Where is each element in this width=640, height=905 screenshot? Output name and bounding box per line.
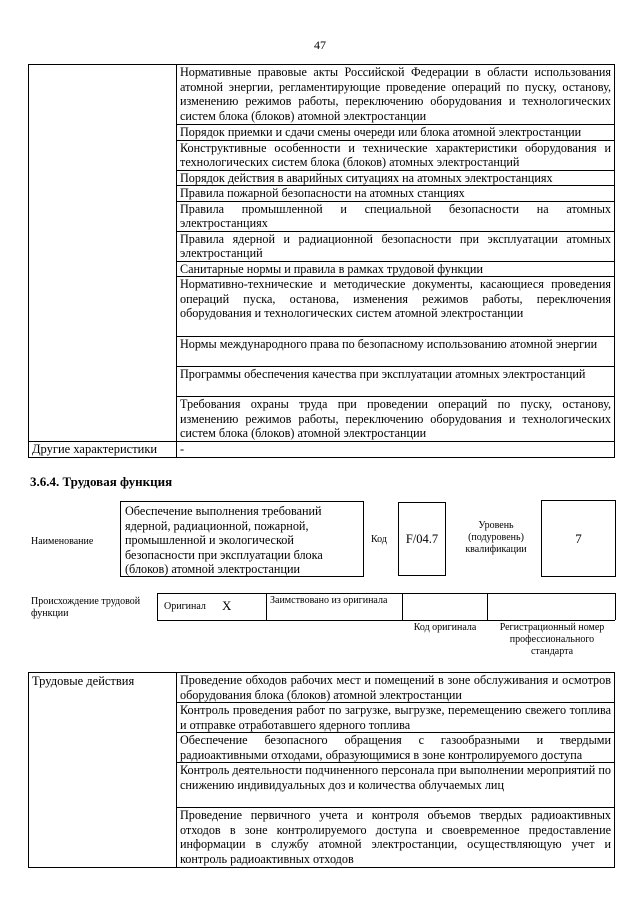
origin-divider-3 — [402, 593, 403, 620]
knowledge-item: Порядок приемки и сдачи смены очереди или блока атомной электростанции — [177, 125, 615, 141]
knowledge-item: Конструктивные особенности и технические характеристики оборудования и технологических систем блока (блоков) атомных электростанций — [177, 140, 615, 170]
original-mark: X — [222, 598, 232, 613]
knowledge-item: Санитарные нормы и правила в рамках трудовой функции — [177, 261, 615, 277]
qualification-level-label: Уровень (подуровень) квалификации — [465, 520, 527, 555]
name-label: Наименование — [31, 536, 94, 547]
qualification-level-value: 7 — [575, 531, 582, 546]
origin-bottom-line — [157, 620, 615, 621]
labour-action-item: Проведение первичного учета и контроля объемов твердых радиоактивных отходов в зоне контролируемого доступа и своевременное предоставление информации в службу атомной электростанции, осуществляющую учет и контроль радиоактивных отходов — [177, 808, 615, 868]
knowledge-item: Порядок действия в аварийных ситуациях на атомных электростанциях — [177, 170, 615, 186]
labour-action-item: Контроль деятельности подчиненного персонала при выполнении мероприятий по снижению индивидуальных доз и количества облучаемых лиц — [177, 763, 615, 808]
origin-top-line — [157, 593, 615, 594]
other-characteristics-value: - — [177, 442, 615, 458]
other-characteristics-label: Другие характеристики — [29, 442, 177, 458]
origin-divider-4 — [487, 593, 488, 620]
code-original-label: Код оригинала — [413, 622, 477, 633]
knowledge-label-cell — [29, 65, 177, 442]
origin-divider-2 — [266, 593, 267, 620]
knowledge-item: Нормы международного права по безопасному использованию атомной энергии — [177, 337, 615, 367]
knowledge-item: Правила пожарной безопасности на атомных станциях — [177, 186, 615, 202]
origin-divider-1 — [157, 593, 158, 620]
section-heading: 3.6.4. Трудовая функция — [30, 474, 173, 489]
knowledge-item: Программы обеспечения качества при эксплуатации атомных электростанций — [177, 367, 615, 397]
reg-number-label: Регистрационный номер профессионального стандарта — [499, 622, 605, 657]
labour-action-item: Обеспечение безопасного обращения с газообразными и твердыми радиоактивными отходами, образующимися в зоне контролируемого доступа — [177, 733, 615, 763]
original-label: Оригинал — [164, 601, 206, 612]
labour-action-item: Проведение обходов рабочих мест и помещений в зоне обслуживания и осмотров оборудования блока (блоков) атомной электростанции — [177, 673, 615, 703]
page-number: 47 — [314, 38, 326, 52]
labour-action-item: Контроль проведения работ по загрузке, выгрузке, перемещению свежего топлива и отправке отработавшего ядерного топлива — [177, 703, 615, 733]
knowledge-item: Нормативные правовые акты Российской Федерации в области использования атомной энергии, регламентирующие проведение операций по пуску, останову, изменению режимов работы, переключению оборудования и технологических систем блока (блоков) атомной электростанции — [177, 65, 615, 125]
code-box — [398, 502, 446, 576]
code-value: F/04.7 — [405, 532, 439, 546]
function-name-box — [120, 501, 364, 577]
labour-actions-table — [28, 672, 615, 868]
knowledge-item: Правила промышленной и специальной безопасности на атомных электростанциях — [177, 201, 615, 231]
knowledge-table — [28, 64, 615, 458]
knowledge-item: Правила ядерной и радиационной безопасности при эксплуатации атомных электростанций — [177, 231, 615, 261]
borrowed-label: Заимствовано из оригинала — [270, 595, 388, 606]
function-name-value: Обеспечение выполнения требований ядерной, радиационной, пожарной, промышленной и экологической безопасности при эксплуатации блока (блоков) атомной электростанции — [125, 504, 323, 576]
qualification-level-box — [541, 500, 616, 577]
code-label: Код — [371, 534, 387, 545]
origin-label: Происхождение трудовой функции — [31, 596, 141, 619]
knowledge-item: Требования охраны труда при проведении операций по пуску, останову, изменению режимов работы, переключению оборудования и технологических систем блока (блоков) атомной электростанции — [177, 397, 615, 442]
knowledge-item: Нормативно-технические и методические документы, касающиеся проведения операций пуска, останова, изменения режимов работы, переключения оборудования и технологических систем атомной электростанции — [177, 277, 615, 337]
origin-divider-5 — [615, 593, 616, 620]
labour-actions-label: Трудовые действия — [29, 673, 177, 868]
